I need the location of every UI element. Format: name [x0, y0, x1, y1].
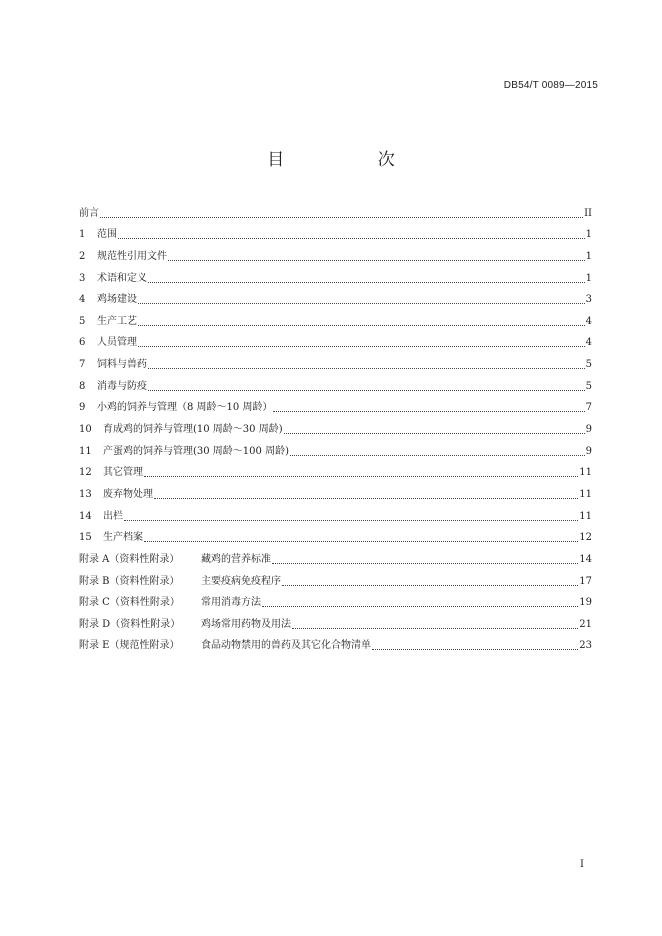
toc-entry-label: 产蛋鸡的饲养与管理(30 周龄～100 周龄): [103, 445, 289, 457]
toc-entry-label: 其它管理: [103, 467, 143, 479]
toc-entry[interactable]: [79, 198, 592, 220]
toc-entry-number: 12: [79, 467, 92, 479]
toc-entry-number: 9: [79, 402, 86, 414]
toc-entry-page: 4: [585, 315, 592, 327]
toc-leader-dots: [168, 259, 585, 261]
toc-entry-label: 生产工艺: [97, 315, 137, 327]
toc-entry-page: 23: [579, 640, 592, 652]
toc-entry-page: 14: [579, 553, 592, 565]
toc-leader-dots: [118, 237, 585, 239]
toc-entry[interactable]: [79, 393, 592, 415]
toc-leader-dots: [290, 454, 585, 456]
toc-entry[interactable]: [79, 263, 592, 285]
toc-entry-label: 食品动物禁用的兽药及其它化合物清单: [201, 640, 371, 652]
toc-entry-page: 9: [585, 445, 592, 457]
toc-entry-number: 14: [79, 510, 92, 522]
toc-entry-number: 5: [79, 315, 86, 327]
toc-entry-page: 1: [585, 272, 592, 284]
toc-entry-number: 附录 D（资料性附录）: [79, 618, 181, 630]
toc-entry-number: 10: [79, 424, 92, 436]
toc-entry-number: 11: [79, 445, 92, 457]
toc-entry-page: 1: [585, 229, 592, 241]
toc-entry-label: 生产档案: [103, 532, 143, 544]
toc-leader-dots: [154, 497, 578, 499]
toc-leader-dots: [262, 605, 578, 607]
toc-entry-label: 饲料与兽药: [97, 359, 147, 371]
toc-entry-label: 前言: [79, 207, 99, 219]
page-number: I: [580, 859, 584, 870]
toc-entry-number: 2: [79, 250, 86, 262]
toc-entry-number: 8: [79, 380, 86, 392]
toc-leader-dots: [100, 216, 583, 218]
toc-entry[interactable]: [79, 220, 592, 242]
toc-entry-page: 3: [585, 294, 592, 306]
toc-entry-label: 常用消毒方法: [201, 597, 261, 609]
toc-leader-dots: [148, 367, 585, 369]
toc-entry[interactable]: [79, 479, 592, 501]
toc-entry-number: 附录 E（规范性附录）: [79, 640, 180, 652]
toc-entry-page: 12: [579, 532, 592, 544]
toc-entry[interactable]: [79, 306, 592, 328]
toc-entry-page: 17: [579, 575, 592, 587]
toc-leader-dots: [138, 302, 585, 304]
toc-entry-page: 21: [579, 618, 592, 630]
toc-entry-number: 13: [79, 488, 92, 500]
toc-entry-page: 9: [585, 424, 592, 436]
toc-leader-dots: [144, 475, 578, 477]
toc-entry-label: 鸡场常用药物及用法: [201, 618, 291, 630]
toc-entry-label: 消毒与防疫: [97, 380, 147, 392]
document-code: DB54/T 0089—2015: [503, 80, 598, 91]
toc-entry-page: 5: [585, 359, 592, 371]
toc-entry-number: 1: [79, 229, 86, 241]
toc-entry[interactable]: [79, 285, 592, 307]
toc-leader-dots: [284, 432, 585, 434]
toc-entry-page: 11: [579, 467, 592, 479]
toc-entry-label: 藏鸡的营养标准: [201, 553, 271, 565]
toc-entry-page: 4: [585, 337, 592, 349]
toc-entry-page: 11: [579, 488, 592, 500]
toc-entry-page: 11: [579, 510, 592, 522]
toc-entry-page: 19: [579, 597, 592, 609]
toc-entry-label: 小鸡的饲养与管理（8 周龄～10 周龄）: [97, 402, 273, 414]
toc-entry-page: 1: [585, 250, 592, 262]
toc-entry[interactable]: [79, 328, 592, 350]
toc-entry-page: 5: [585, 380, 592, 392]
toc-entry[interactable]: [79, 241, 592, 263]
toc-leader-dots: [282, 584, 578, 586]
toc-entry-number: 4: [79, 294, 86, 306]
toc-entry-number: 附录 B（资料性附录）: [79, 575, 180, 587]
toc-entry-label: 人员管理: [97, 337, 137, 349]
toc-leader-dots: [292, 627, 578, 629]
toc-entry-page: II: [584, 207, 592, 219]
toc-leader-dots: [138, 345, 585, 347]
toc-entry[interactable]: [79, 436, 592, 458]
toc-entry-label: 规范性引用文件: [97, 250, 167, 262]
toc-entry[interactable]: [79, 523, 592, 545]
toc-leader-dots: [372, 648, 578, 650]
toc-entry-label: 鸡场建设: [97, 294, 137, 306]
toc-entry[interactable]: [79, 609, 592, 631]
toc-entry-number: 6: [79, 337, 86, 349]
toc-entry[interactable]: [79, 544, 592, 566]
toc-entry[interactable]: [79, 371, 592, 393]
toc-title: 目 次: [267, 150, 439, 170]
toc-entry-number: 15: [79, 532, 92, 544]
toc-entry-label: 育成鸡的饲养与管理(10 周龄～30 周龄): [103, 424, 283, 436]
toc-entry-label: 术语和定义: [97, 272, 147, 284]
toc-leader-dots: [272, 562, 578, 564]
toc-entry-label: 主要疫病免疫程序: [201, 575, 281, 587]
toc-leader-dots: [273, 410, 584, 412]
toc-leader-dots: [124, 519, 578, 521]
toc-entry[interactable]: [79, 349, 592, 371]
toc-entry-page: 7: [585, 402, 592, 414]
toc-entry-label: 废弃物处理: [103, 488, 153, 500]
toc-entry-number: 附录 C（资料性附录）: [79, 597, 180, 609]
toc-entry-label: 出栏: [103, 510, 123, 522]
toc-entry[interactable]: [79, 458, 592, 480]
table-of-contents: [79, 198, 592, 652]
toc-leader-dots: [138, 324, 585, 326]
toc-entry[interactable]: [79, 414, 592, 436]
toc-leader-dots: [148, 389, 585, 391]
toc-entry-label: 范围: [97, 229, 117, 241]
toc-entry-number: 附录 A（资料性附录）: [79, 553, 180, 565]
toc-leader-dots: [148, 281, 585, 283]
toc-entry[interactable]: [79, 566, 592, 588]
toc-entry[interactable]: [79, 501, 592, 523]
toc-entry-number: 3: [79, 272, 86, 284]
toc-entry[interactable]: [79, 631, 592, 653]
toc-entry[interactable]: [79, 588, 592, 610]
toc-leader-dots: [144, 540, 578, 542]
toc-entry-number: 7: [79, 359, 86, 371]
